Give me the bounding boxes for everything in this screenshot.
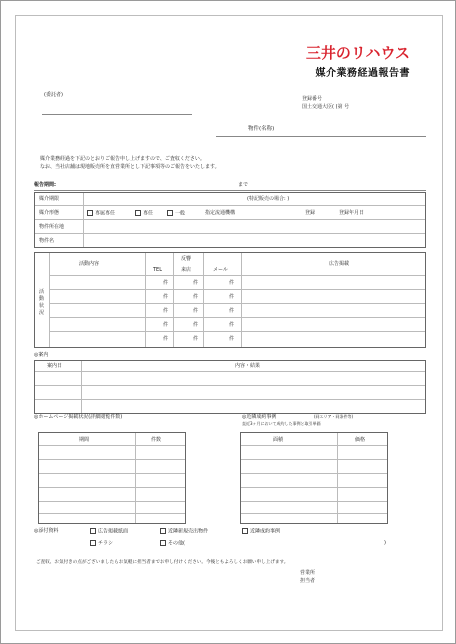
intro-line-1: 媒介業務経過を下記のとおりご報告申し上げますので、ご査収ください。 xyxy=(40,156,205,162)
activity-count: 件 xyxy=(193,294,199,300)
activity-side-label: 活動状況 xyxy=(39,289,45,316)
activity-count: 件 xyxy=(163,336,169,342)
attachment-nearby-sales[interactable]: 近隣成約事例 xyxy=(242,528,280,535)
activity-count: 件 xyxy=(163,280,169,286)
attachment-other[interactable]: その他( xyxy=(160,540,185,547)
activity-count: 件 xyxy=(163,322,169,328)
activity-header-mail: メール xyxy=(213,267,228,273)
guidance-col-content: 内容・結果 xyxy=(235,363,261,369)
market-table xyxy=(240,432,388,524)
market-note-2: 直近3ヶ月において成約した事例と取引単価 xyxy=(242,421,321,426)
market-note-1: (同エリア・同条件等) xyxy=(314,414,354,419)
info-row3-label: 物件所在地 xyxy=(39,224,65,230)
activity-count: 件 xyxy=(193,280,199,286)
activity-header-content: 活動内容 xyxy=(79,261,100,267)
market-label: ◎近隣成約事例 xyxy=(242,414,277,420)
activity-header-tel: TEL xyxy=(153,267,162,273)
guidance-col-date: 案内日 xyxy=(47,363,63,369)
attachment-other-close: ) xyxy=(384,540,386,546)
activity-count: 件 xyxy=(229,280,235,286)
info-row4-label: 物件名 xyxy=(39,238,55,244)
footer-office: 営業所 xyxy=(300,570,316,576)
activity-count: 件 xyxy=(229,322,235,328)
attachment-new-listings[interactable]: 近隣新規売出物件 xyxy=(160,528,208,535)
guidance-table xyxy=(34,360,426,414)
activity-header-ad: 広告掲載 xyxy=(329,261,350,267)
attachments-label: ◎添付資料 xyxy=(34,528,59,534)
activity-count: 件 xyxy=(163,308,169,314)
activity-count: 件 xyxy=(193,322,199,328)
activity-count: 件 xyxy=(193,336,199,342)
info-table xyxy=(34,192,426,248)
company-logo: 三井のリハウス xyxy=(305,44,410,62)
info-row2-right-b: 登録年月日 xyxy=(339,210,365,216)
activity-count: 件 xyxy=(229,336,235,342)
period-to: まで xyxy=(238,182,249,188)
intro-line-2: なお、当社店舗は現地販売所を直営業所とし下記事項等のご報告をいたします。 xyxy=(40,164,220,170)
document-title: 媒介業務経過報告書 xyxy=(315,68,410,79)
activity-table xyxy=(34,252,426,348)
recipient-line xyxy=(42,114,192,115)
property-label: 物件(名称) xyxy=(248,126,275,132)
attachment-ad[interactable]: 広告掲載紙面 xyxy=(90,528,128,535)
info-row1-label: 媒介期限 xyxy=(39,196,60,202)
market-col-area: 面積 xyxy=(273,437,284,443)
media-option-exclusive[interactable]: 専任 xyxy=(135,210,153,217)
footer-person: 担当者 xyxy=(300,578,316,584)
media-option-general[interactable]: 一般 xyxy=(167,210,185,217)
info-row2-mid: 指定流通機構 xyxy=(205,210,236,216)
attachment-flyer[interactable]: チラシ xyxy=(90,540,113,547)
period-label: 報告期間: xyxy=(34,182,56,188)
activity-count: 件 xyxy=(163,294,169,300)
homepage-col-count: 件数 xyxy=(151,437,162,443)
activity-count: 件 xyxy=(229,308,235,314)
document-page xyxy=(15,15,443,631)
homepage-label: ◎ホームページ掲載状況(詳細閲覧件数) xyxy=(34,414,123,420)
homepage-table xyxy=(38,432,186,524)
guidance-label: ◎案内 xyxy=(34,352,49,358)
info-row1-right: (特記販売の場合: ) xyxy=(247,196,290,202)
market-col-price: 価格 xyxy=(355,437,366,443)
sender-line-1: 登録番号 xyxy=(302,96,323,102)
activity-count: 件 xyxy=(193,308,199,314)
property-line xyxy=(216,136,426,137)
sender-line-2: 国土交通大臣( )第 号 xyxy=(302,104,350,110)
activity-count: 件 xyxy=(229,294,235,300)
footer-note: ご査収、お気付きの点がございましたらお気軽に担当者までお申し付けください。今後ともよろしくお願い申し上げます。 xyxy=(36,560,289,565)
info-row2-label: 媒介形態 xyxy=(39,210,60,216)
period-line xyxy=(34,190,426,191)
activity-header-response: 反響 xyxy=(181,256,192,262)
media-option-exclusive-plus[interactable]: 専属専任 xyxy=(87,210,115,217)
activity-header-visit: 来店 xyxy=(181,267,192,273)
info-row2-right-a: 登録 xyxy=(305,210,316,216)
recipient-label: (委託者) xyxy=(44,92,63,98)
homepage-col-period: 期間 xyxy=(79,437,90,443)
